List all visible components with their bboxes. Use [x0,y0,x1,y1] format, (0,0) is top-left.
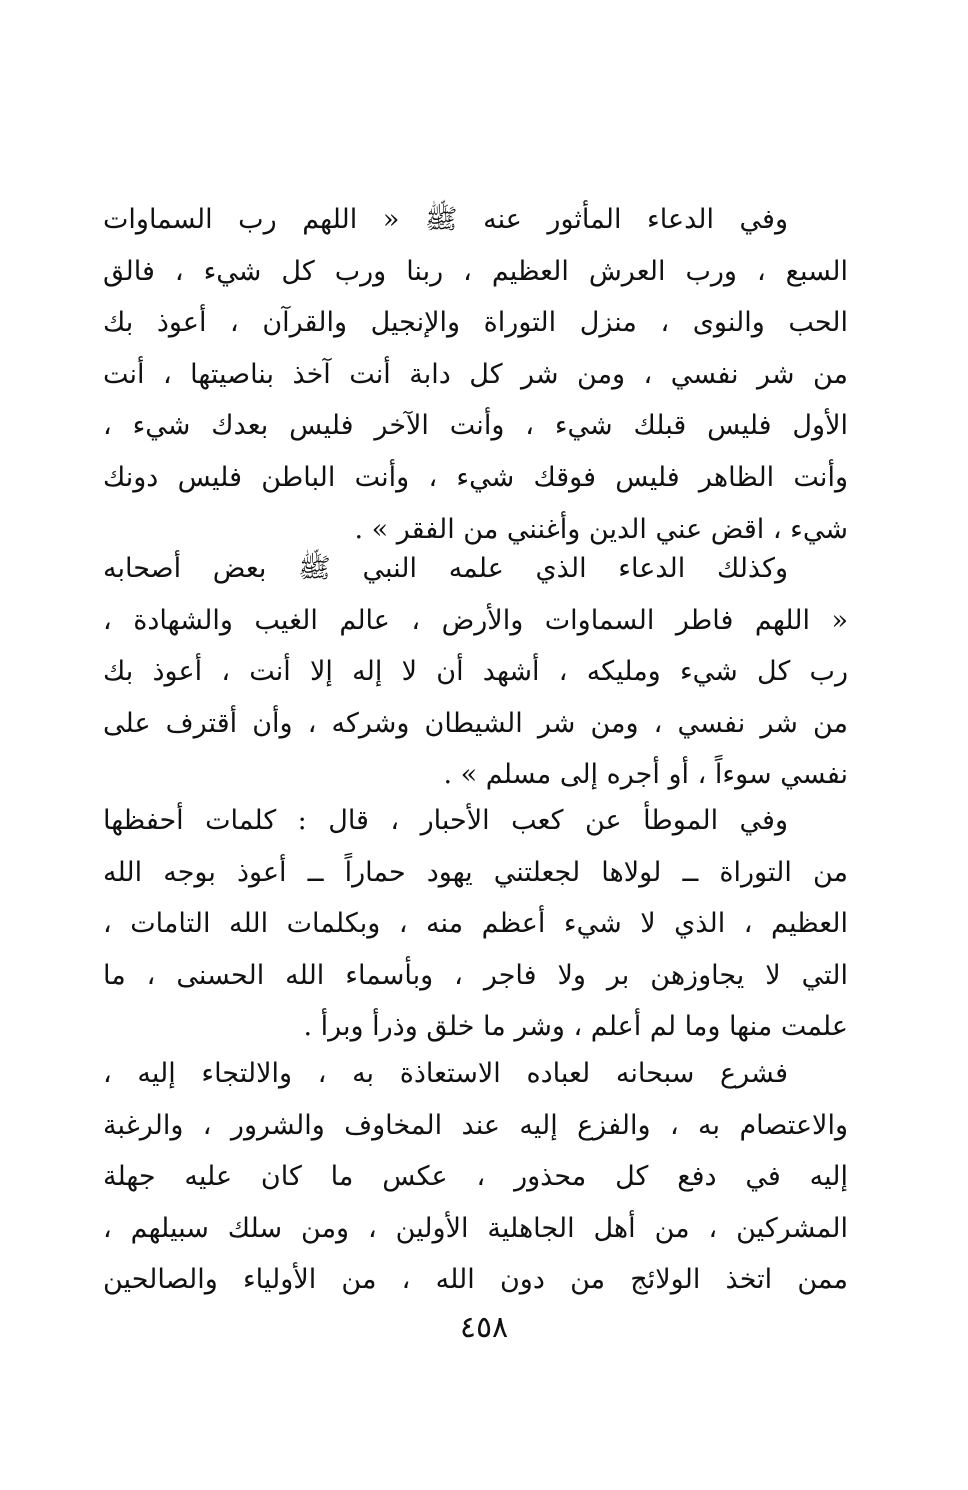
text-line: العظيم ، الذي لا شيء أعظم منه ، وبكلمات الله التامات ، [103,908,848,940]
text-line: إليه في دفع كل محذور ، عكس ما كان عليه جهلة [103,1161,848,1193]
text-line: نفسي سوءاً ، أو أجره إلى مسلم » . [443,759,848,791]
page-number: ٤٥٨ [459,1310,509,1345]
text-line: السبع ، ورب العرش العظيم ، ربنا ورب كل شيء ، فالق [103,255,848,287]
text-line: شيء ، اقض عني الدين وأغنني من الفقر » . [354,513,848,545]
text-line: التي لا يجاوزهن بر ولا فاجر ، وبأسماء الله الحسنى ، ما [103,959,848,991]
paragraph-1 [103,194,848,555]
paragraph-4 [103,1048,848,1306]
text-line: من التوراة ــ لولاها لجعلتني يهود حماراً ــ أعوذ بوجه الله [103,856,848,888]
text-line: الأول فليس قبلك شيء ، وأنت الآخر فليس بعدك شيء ، [103,410,848,442]
text-line: وفي الدعاء المأثور عنه ﷺ « اللهم رب السماوات [103,204,788,235]
text-line: من شر نفسي ، ومن شر الشيطان وشركه ، وأن أقترف على [103,707,848,739]
text-line: وأنت الظاهر فليس فوقك شيء ، وأنت الباطن فليس دونك [103,461,848,493]
text-line: وفي الموطأ عن كعب الأحبار ، قال : كلمات أحفظها [103,805,788,836]
text-line: « اللهم فاطر السماوات والأرض ، عالم الغيب والشهادة ، [103,604,848,636]
paragraph-2 [103,543,848,801]
text-line: رب كل شيء ومليكه ، أشهد أن لا إله إلا أنت ، أعوذ بك [103,656,848,688]
text-line: من شر نفسي ، ومن شر كل دابة أنت آخذ بناصيتها ، أنت [103,358,848,390]
text-line: ممن اتخذ الولائج من دون الله ، من الأولياء والصالحين [103,1264,848,1296]
text-line: الحب والنوى ، منزل التوراة والإنجيل والقرآن ، أعوذ بك [103,307,848,339]
text-line: علمت منها وما لم أعلم ، وشر ما خلق وذرأ وبرأ . [303,1011,848,1043]
text-line: وكذلك الدعاء الذي علمه النبي ﷺ بعض أصحابه [103,553,788,584]
text-line: فشرع سبحانه لعباده الاستعاذة به ، والالتجاء إليه ، [103,1058,788,1089]
text-line: والاعتصام به ، والفزع إليه عند المخاوف والشرور ، والرغبة [103,1109,848,1141]
text-line: المشركين ، من أهل الجاهلية الأولين ، ومن سلك سبيلهم ، [103,1212,848,1244]
paragraph-3 [103,795,848,1053]
